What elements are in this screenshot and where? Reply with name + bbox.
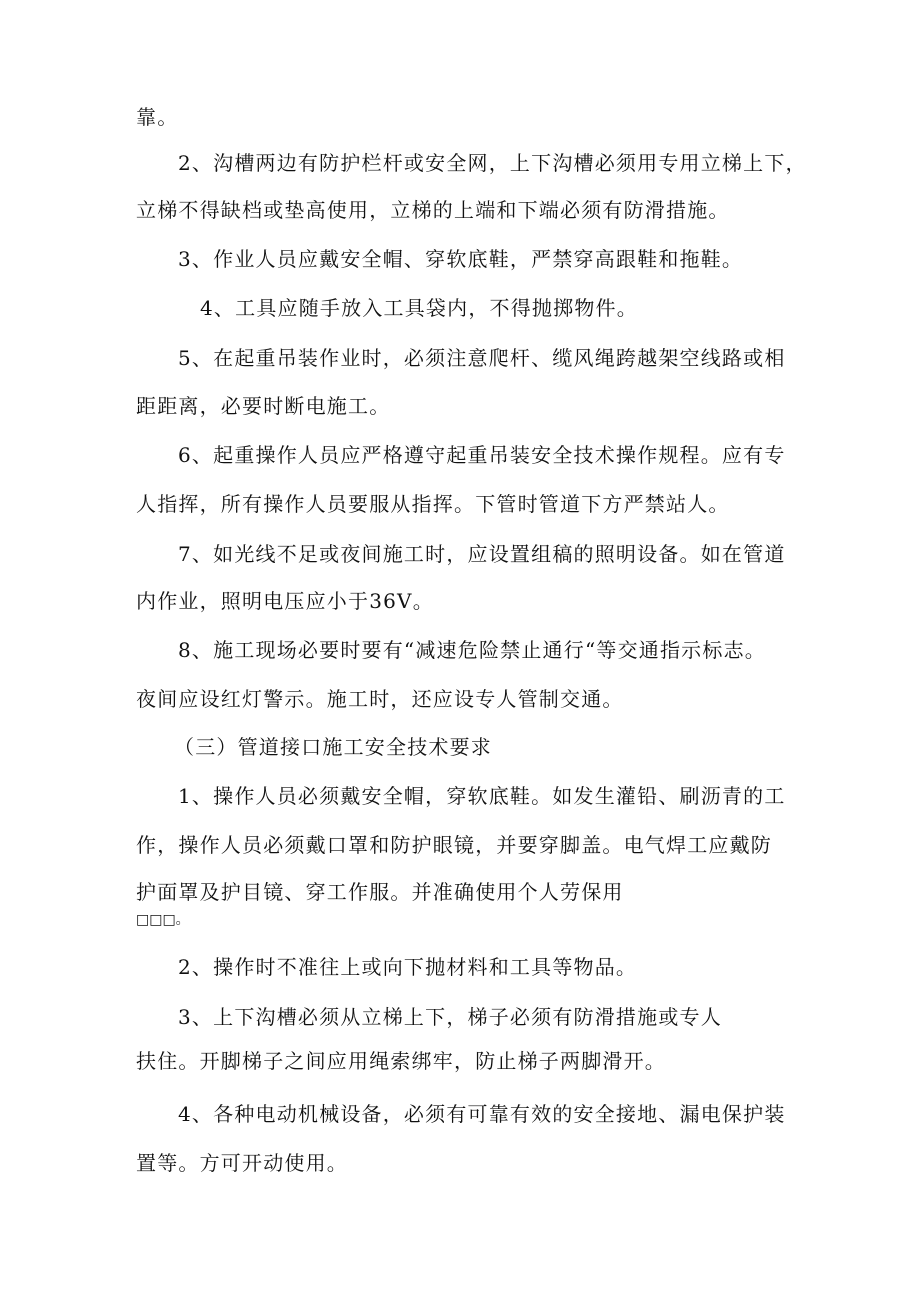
text-line-23: 置等。方可开动使用。 xyxy=(136,1151,348,1175)
text-line-8: 6、起重操作人员应严格遵守起重吊装安全技术操作规程。应有专 xyxy=(178,443,786,467)
text-line-22: 4、各种电动机械设备，必须有可靠有效的安全接地、漏电保护装 xyxy=(178,1102,786,1126)
text-line-5: 4、工具应随手放入工具袋内，不得抛掷物件。 xyxy=(200,296,638,320)
text-line-2: 2、沟槽两边有防护栏杆或安全网，上下沟槽必须用专用立梯上下， xyxy=(178,151,807,175)
text-line-7: 距距离，必要时断电施工。 xyxy=(136,394,391,418)
text-line-20: 3、上下沟槽必须从立梯上下，梯子必须有防滑措施或专人 xyxy=(178,1005,722,1029)
text-line-18: □□□。 xyxy=(136,912,190,928)
text-line-6: 5、在起重吊装作业时，必须注意爬杆、缆风绳跨越架空线路或相 xyxy=(178,346,786,370)
text-line-10: 7、如光线不足或夜间施工时，应设置组稿的照明设备。如在管道 xyxy=(178,542,786,566)
text-line-19: 2、操作时不准往上或向下抛材料和工具等物品。 xyxy=(178,955,638,979)
text-line-12: 8、施工现场必要时要有“减速危险禁止通行“等交通指示标志。 xyxy=(178,638,766,662)
text-line-21: 扶住。开脚梯子之间应用绳索绑牢，防止梯子两脚滑开。 xyxy=(136,1049,666,1073)
text-line-3: 立梯不得缺档或垫高使用，立梯的上端和下端必须有防滑措施。 xyxy=(136,198,730,222)
text-line-4: 3、作业人员应戴安全帽、穿软底鞋，严禁穿高跟鞋和拖鞋。 xyxy=(178,247,744,271)
text-line-17: 护面罩及护目镜、穿工作服。并准确使用个人劳保用 xyxy=(136,880,624,904)
text-line-11: 内作业，照明电压应小于36V。 xyxy=(136,589,434,613)
text-line-1: 靠。 xyxy=(136,105,179,129)
section-heading: （三）管道接口施工安全技术要求 xyxy=(174,735,492,759)
text-line-16: 作，操作人员必须戴口罩和防护眼镜，并要穿脚盖。电气焊工应戴防 xyxy=(136,833,772,857)
text-line-9: 人指挥，所有操作人员要服从指挥。下管时管道下方严禁站人。 xyxy=(136,492,730,516)
text-line-15: 1、操作人员必须戴安全帽，穿软底鞋。如发生灌铅、刷沥青的工 xyxy=(178,784,786,808)
text-line-13: 夜间应设红灯警示。施工时，还应设专人管制交通。 xyxy=(136,687,624,711)
